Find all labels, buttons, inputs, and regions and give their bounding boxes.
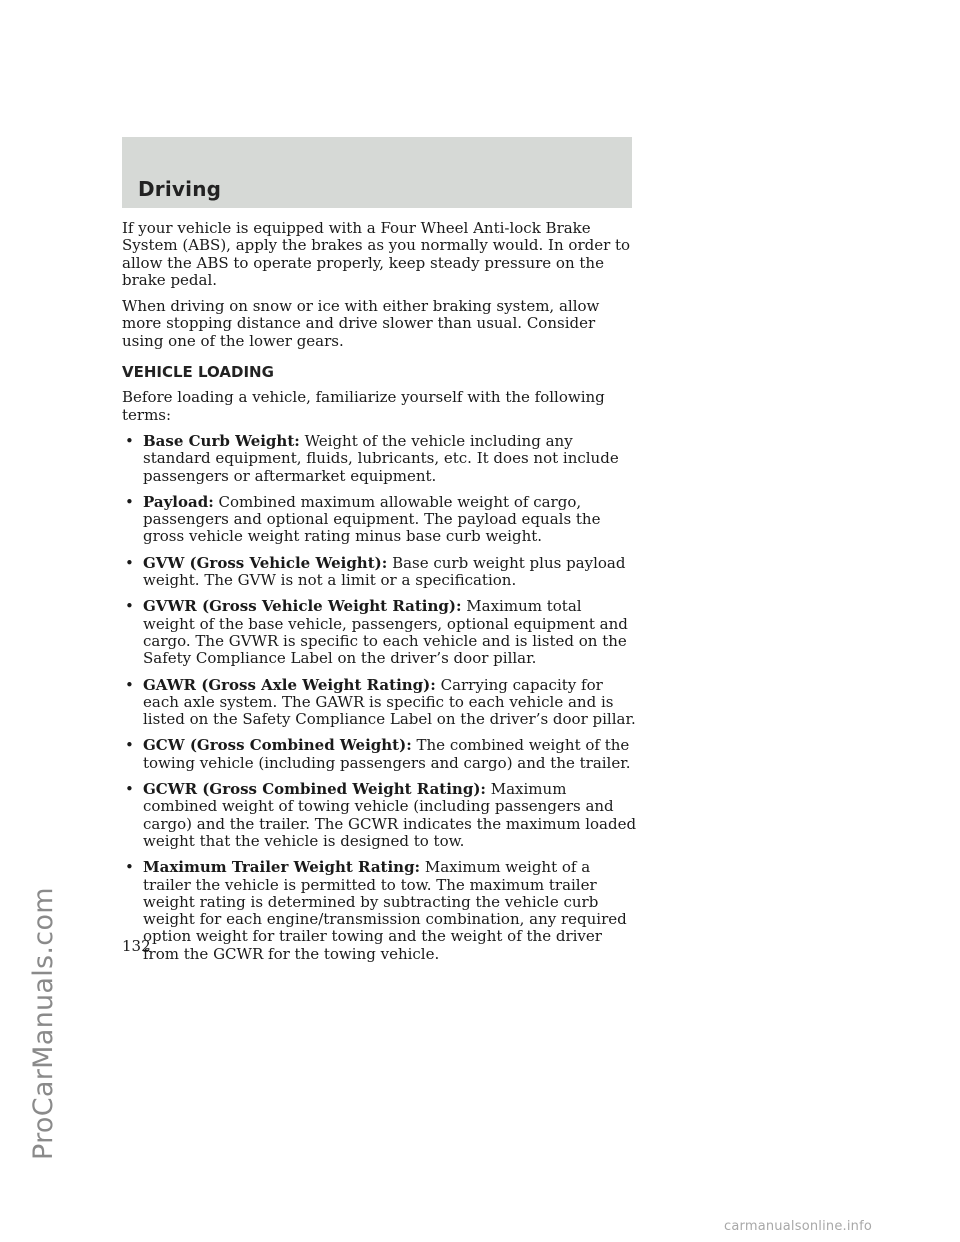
- section-header-band: [122, 137, 632, 208]
- bullet-mark: •: [125, 858, 134, 877]
- page-content: [122, 220, 637, 972]
- bullet-mark: •: [125, 553, 134, 572]
- bullet-mark: •: [125, 736, 134, 755]
- term-item-max-trailer-weight: [122, 859, 637, 963]
- term-label: Payload:: [143, 492, 214, 511]
- term-item-gvw: [122, 555, 637, 590]
- term-label: GCWR (Gross Combined Weight Rating):: [143, 780, 486, 799]
- bullet-mark: •: [125, 597, 134, 616]
- term-item-base-curb-weight: [122, 433, 637, 485]
- bullet-mark: •: [125, 780, 134, 799]
- term-definition: Maximum total weight of the base vehicle, passengers, optional equipment and cargo. The GVWR is specific to each vehicle and is listed on the Safety Compliance Label on the driver’s door pillar.: [143, 597, 628, 668]
- bullet-mark: •: [125, 431, 134, 450]
- term-definition: Base curb weight plus payload weight. The GVW is not a limit or a specification.: [143, 553, 626, 590]
- term-definition: Combined maximum allowable weight of cargo, passengers and optional equipment. The payload equals the gross vehicle weight rating minus base curb weight.: [143, 492, 601, 546]
- bullet-mark: •: [125, 492, 134, 511]
- bottom-watermark: carmanualsonline.info: [724, 1219, 873, 1234]
- term-item-payload: [122, 494, 637, 546]
- term-definition: Maximum combined weight of towing vehicle (including passengers and cargo) and the trailer. The GCWR indicates the maximum loaded weight that the vehicle is designed to tow.: [143, 780, 637, 850]
- term-label: GVW (Gross Vehicle Weight):: [143, 553, 388, 572]
- terms-intro: Before loading a vehicle, familiarize yourself with the following terms:: [122, 388, 605, 424]
- term-label: Base Curb Weight:: [143, 431, 300, 450]
- vehicle-loading-heading: VEHICLE LOADING: [122, 363, 274, 382]
- term-item-gcwr: [122, 781, 637, 850]
- term-definition: The combined weight of the towing vehicle (including passengers and cargo) and the trailer.: [143, 736, 631, 772]
- terms-list: [122, 433, 637, 963]
- section-title: Driving: [138, 177, 222, 201]
- term-label: GVWR (Gross Vehicle Weight Rating):: [143, 597, 462, 616]
- term-item-gawr: [122, 677, 637, 729]
- side-watermark: ProCarManuals.com: [28, 887, 59, 1160]
- term-definition: Carrying capacity for each axle system. The GAWR is specific to each vehicle and is listed on the Safety Compliance Label on the driver’s door pillar.: [143, 675, 636, 729]
- term-definition: Maximum weight of a trailer the vehicle is permitted to tow. The maximum trailer weight rating is determined by subtracting the vehicle curb weight for each engine/transmission combination, any required option weight for trailer towing and the weight of the driver from the GCWR for the towing vehicle.: [143, 858, 627, 963]
- term-item-gcw: [122, 737, 637, 772]
- bullet-mark: •: [125, 675, 134, 694]
- term-item-gvwr: [122, 598, 637, 667]
- page-number: 132: [122, 937, 151, 955]
- abs-paragraph: If your vehicle is equipped with a Four Wheel Anti-lock Brake System (ABS), apply the brakes as you normally would. In order to allow the ABS to operate properly, keep steady pressure on the brake pedal.: [122, 219, 631, 289]
- term-definition: Weight of the vehicle including any standard equipment, fluids, lubricants, etc. It does not include passengers or aftermarket equipment.: [143, 431, 619, 485]
- snow-ice-paragraph: When driving on snow or ice with either braking system, allow more stopping distance and drive slower than usual. Consider using one of the lower gears.: [122, 297, 600, 350]
- term-label: GAWR (Gross Axle Weight Rating):: [143, 675, 436, 694]
- term-label: Maximum Trailer Weight Rating:: [143, 858, 421, 877]
- term-label: GCW (Gross Combined Weight):: [143, 736, 412, 755]
